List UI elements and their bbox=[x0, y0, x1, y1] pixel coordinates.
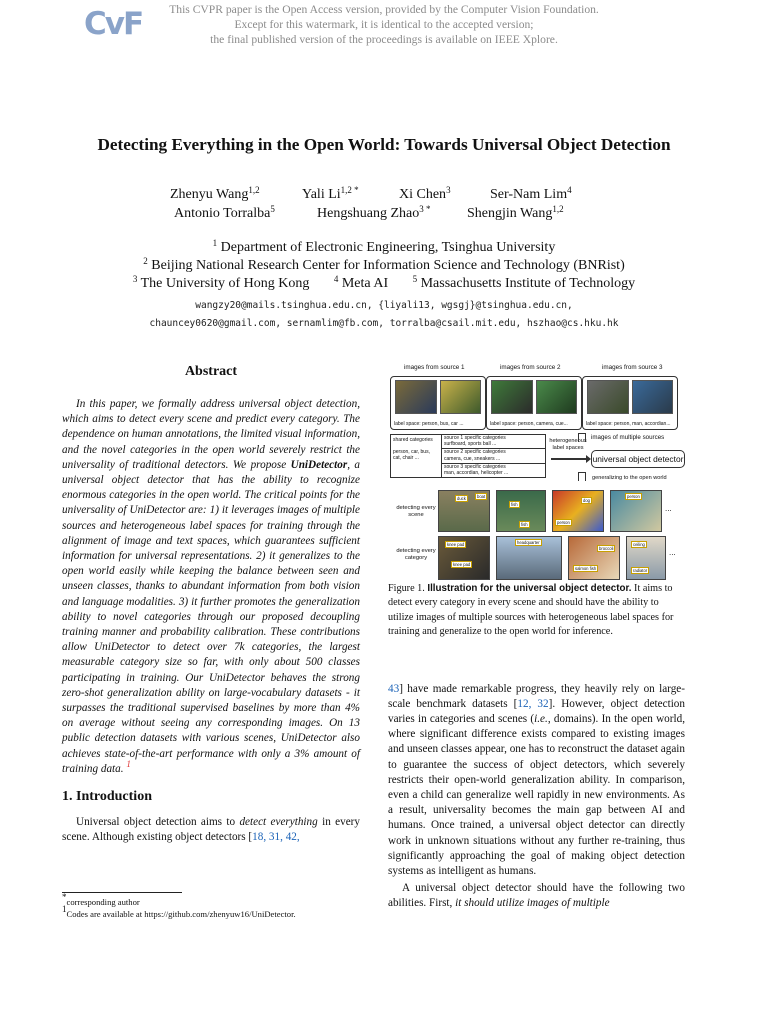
example-image: person bbox=[610, 490, 662, 532]
source-label: images from source 3 bbox=[602, 364, 663, 371]
citation-link[interactable]: 18, 31, 42, bbox=[252, 831, 300, 844]
source-specific-categories: source 2 specific categories camera, cue, sneakers ... bbox=[442, 449, 546, 463]
citation-link[interactable]: 43 bbox=[388, 682, 400, 695]
down-arrow-icon bbox=[578, 433, 586, 442]
source-image bbox=[632, 380, 674, 414]
row-label: detecting every scene bbox=[396, 505, 436, 518]
cvf-logo-text: CvF bbox=[84, 6, 143, 42]
source-image bbox=[587, 380, 629, 414]
source-specific-categories: source 3 specific categories man, accordian, helicopter ... bbox=[444, 463, 509, 476]
author-list bbox=[40, 185, 728, 223]
abstract-heading: Abstract bbox=[184, 364, 238, 379]
email-line: chauncey0620@gmail.com, sernamlim@fb.com, torralba@csail.mit.edu, hszhao@cs.hku.hk bbox=[149, 318, 619, 329]
watermark-line: the final published version of the proceedings is available on IEEE Xplore. bbox=[210, 33, 558, 46]
watermark bbox=[150, 2, 618, 47]
example-image: knee pad knee pad bbox=[438, 536, 490, 580]
intro-paragraph: A universal object detector should have the following two abilities. First, it should utilize images of multiple bbox=[388, 882, 685, 910]
label-space: label space: person, man, accordian... bbox=[586, 421, 671, 427]
watermark-line: This CVPR paper is the Open Access version, provided by the Computer Vision Foundation. bbox=[169, 3, 599, 16]
author: Xi Chen$^3$ bbox=[399, 185, 451, 202]
affiliation: $^3$ The University of Hong Kong $^4$ Meta AI $^5$ Massachusetts Institute of Technology bbox=[132, 274, 636, 291]
example-image: duck boat bbox=[438, 490, 490, 532]
detector-box: universal object detector bbox=[591, 450, 685, 468]
source-label: images from source 2 bbox=[500, 364, 561, 371]
source-image bbox=[440, 380, 482, 414]
author: Hengshuang Zhao$^{3 *}$ bbox=[317, 204, 431, 221]
affiliation: $^1$ Department of Electronic Engineering, Tsinghua University bbox=[212, 238, 556, 255]
author: Zhenyu Wang$^{1,2}$ bbox=[170, 185, 260, 202]
email-list bbox=[40, 297, 728, 333]
example-image: fish fish bbox=[496, 490, 546, 532]
heterogeneous-label: heterogeneous label spaces bbox=[549, 438, 587, 451]
author: Antonio Torralba$^5$ bbox=[174, 204, 275, 221]
example-image: headquarter bbox=[496, 536, 562, 580]
intro-paragraph-continued: 43] have made remarkable progress, they heavily rely on large-scale benchmark datasets [12, 32]. However, object detection varies in categories and scenes (i.e., domains). In the open world, where significant difference exists compared to existing images and unseen classes appear, one has to reconstruct the dataset again to guarantee the success of object detectors, which severely restricts their open-world generalization ability. In comparison, even a child can generalize well rapidly in new environments. As a result, universality becomes the main gap between AI and humans. Once trained, a universal object detector can directly work in unknown situations without any further re-training, thus significantly approaching the goal of making object detection systems as intelligent as humans. bbox=[388, 682, 685, 878]
category-table bbox=[390, 434, 546, 478]
down-arrow-icon bbox=[578, 472, 586, 481]
source-image bbox=[491, 380, 533, 414]
multiple-sources-label: images of multiple sources bbox=[591, 434, 665, 441]
right-arrow-icon bbox=[551, 458, 587, 460]
left-column bbox=[62, 364, 360, 845]
intro-paragraph: Universal object detection aims to detect everything in every scene. Although existing object detectors [18, 31, 42, bbox=[62, 816, 360, 844]
footnote-rule bbox=[62, 892, 182, 893]
watermark-line: Except for this watermark, it is identical to the accepted version; bbox=[234, 18, 534, 31]
citation-link[interactable]: 12, 32 bbox=[517, 697, 549, 710]
author: Yali $Li^{1,2 *}$ bbox=[302, 185, 359, 202]
affiliation: $^2$ Beijing National Research Center for Information Science and Technology (BNRist) bbox=[143, 256, 625, 273]
footnote: $^1$Codes are available at https://github.com/zhenyuw16/UniDetector. bbox=[62, 904, 296, 919]
ellipsis: ... bbox=[665, 504, 672, 513]
label-space: label space: person, bus, car ... bbox=[394, 421, 464, 427]
right-column bbox=[388, 364, 685, 912]
source-3-box bbox=[582, 376, 678, 430]
example-image: dog person bbox=[552, 490, 604, 532]
ellipsis: ... bbox=[669, 548, 676, 557]
footnotes bbox=[62, 892, 360, 920]
example-image: ceiling radiator bbox=[626, 536, 666, 580]
author: Shengjin Wang$^{1,2}$ bbox=[467, 204, 564, 221]
source-image bbox=[536, 380, 578, 414]
source-specific-categories: source 1 specific categories surfboard, sports ball ... bbox=[442, 435, 546, 449]
row-label: detecting every category bbox=[396, 548, 436, 561]
figure-caption: Figure 1. Illustration for the universal object detector. It aims to detect every category in every scene and should have the ability to utilize images of multiple sources with heterogeneous label spaces for training and generalize to the open world for inference. bbox=[388, 583, 674, 638]
source-1-box bbox=[390, 376, 486, 430]
paper-title: Detecting Everything in the Open World: Towards Universal Object Detection bbox=[97, 135, 671, 154]
source-2-box bbox=[486, 376, 582, 430]
section-heading: 1. Introduction bbox=[62, 789, 152, 805]
cvf-logo bbox=[84, 6, 144, 46]
author: Ser-Nam Lim$^4$ bbox=[490, 185, 572, 202]
shared-categories: shared categories person, car, bus, cat, chair ... bbox=[393, 437, 433, 461]
source-label: images from source 1 bbox=[404, 364, 465, 371]
figure-1 bbox=[388, 364, 685, 580]
affiliations bbox=[40, 239, 728, 293]
source-image bbox=[395, 380, 437, 414]
footnote: *corresponding author bbox=[62, 892, 140, 907]
abstract-text: In this paper, we formally address universal object detection, which aims to detect every scene and predict every category. The dependence on human annotations, the limited visual information, and the novel categories in the open world severely restrict the universality of traditional detectors. We propose UniDetector, a universal object detector that has the ability to recognize enormous categories in the open world. The critical points for the universality of UniDetector are: 1) it leverages images of multiple sources and heterogeneous label spaces for training through the alignment of image and text spaces, which guarantees sufficient information for universal representations. 2) it generalizes to the open world easily while keeping the balance between seen and unseen classes, thanks to abundant information from both vision and language modalities. 3) it further promotes the generalization ability to novel categories through our proposed decoupling training manner and probability calibration. These contributions allow UniDetector to detect over 7k categories, the largest measurable category size so far, with only about 500 classes participating in training. Our UniDetector behaves the strong zero-shot generalization ability on large-vocabulary datasets - it surpasses the traditional supervised baselines by more than 4% on average without seeing any corresponding images. On 13 public detection datasets with various scenes, UniDetector also achieves state-of-the-art performance with only a 3% amount of training data. $^1$ bbox=[62, 398, 361, 775]
label-space: label space: person, camera, cue... bbox=[490, 421, 568, 427]
email-line: wangzy20@mails.tsinghua.edu.cn, {liyali13, wgsgj}@tsinghua.edu.cn, bbox=[195, 300, 573, 311]
generalizing-label: generalizing to the open world bbox=[592, 475, 667, 481]
example-image: broccoli salmon fish bbox=[568, 536, 620, 580]
